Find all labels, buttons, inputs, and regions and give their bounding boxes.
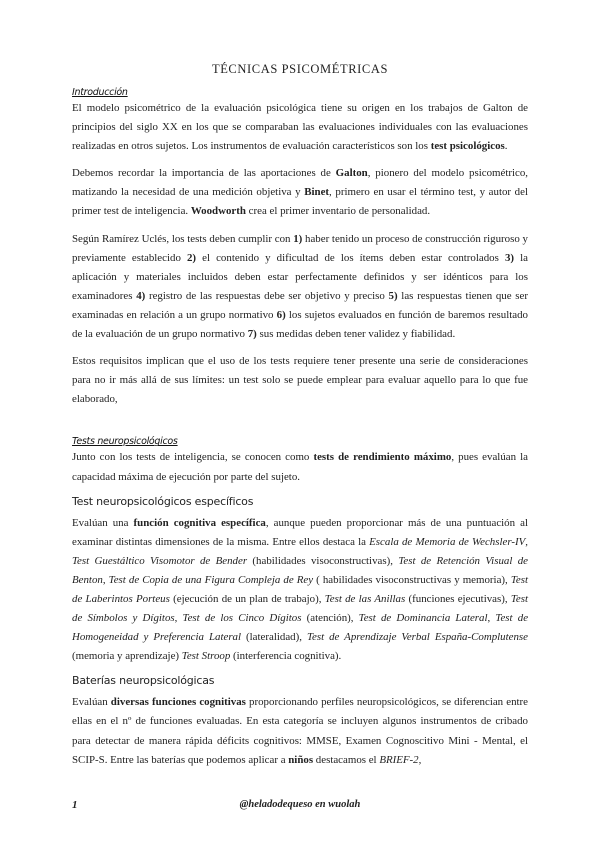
intro-paragraph-2: Debemos recordar la importancia de las aportaciones de Galton, pionero del modelo psicométrico, matizando la necesidad de una medición objetiva y Binet, primero en usar el término test, y autor del primer test de inteligencia. Woodworth crea el primer inventario de personalidad.: [72, 167, 529, 218]
intro-paragraph-3: Según Ramírez Uclés, los tests deben cumplir con 1) haber tenido un proceso de construcción riguroso y previamente establecido 2) el contenido y dificultad de los ítems deben estar controlados 3) la aplicación y materiales incluidos deben estar perfectamente definidos y ser idénticos para los examinadores 4) registro de las respuestas debe ser objetivo y preciso 5) las respuestas tienen que ser examinadas en relación a un grupo normativo 6) los sujetos evaluados en función de baremos resultado de la evaluación de un grupo normativo 7) sus medidas deben tener validez y fiabilidad.: [72, 232, 528, 341]
intro-paragraph-1: El modelo psicométrico de la evaluación psicológica tiene su origen en los trabajos de Galton de principios del siglo XX en los que se comparaban las evaluaciones individuales con las evaluaciones realizadas en otros sujetos. Los instrumentos de evaluación característicos son los test psicológicos.: [72, 102, 528, 153]
page-title: TÉCNICAS PSICOMÉTRICAS: [211, 62, 389, 76]
especificos-paragraph-1: Evalúan una función cognitiva específica, aunque pueden proporcionar más de una puntuación al examinar distintas dimensiones de la misma. Entre ellos destaca la Escala de Memoria de Wechsler-IV, Test Guestáltico Visomotor de Bender (habilidades visoconstructivas), Test de Retención Visual de Benton, Test de Copia de una Figura Compleja de Rey ( habilidades visoconstructivas y memoria), Test de Laberintos Porteus (ejecución de un plan de trabajo), Test de las Anillas (funciones ejecutivas), Test de Símbolos y Dígitos, Test de los Cinco Dígitos (atención), Test de Dominancia Lateral, Test de Homogeneidad y Preferencia Lateral (lateralidad), Test de Aprendizaje Verbal España-Complutense (memoria y aprendizaje) Test Stroop (interferencia cognitiva).: [72, 516, 529, 663]
baterias-paragraph-1: Evalúan diversas funciones cognitivas proporcionando perfiles neuropsicológicos, se diferencian entre ellas en el nº de funciones evaluadas. En esta categoría se incluyen algunos instrumentos de cribado para detectar de manera rápida déficits cognitivos: MMSE, Examen Cognoscitivo Mini - Mental, el SCIP-S. Entre las baterías que podemos aplicar a niños destacamos el BRIEF-2,: [72, 696, 529, 766]
neuro-paragraph-1: Junto con los tests de inteligencia, se conocen como tests de rendimiento máximo, pues evalúan la capacidad máxima de ejecución por parte del sujeto.: [72, 451, 528, 483]
page-footer: [72, 799, 528, 815]
especificos-heading: Test neuropsicológicos específicos: [72, 494, 254, 508]
neuro-heading: Tests neuropsicológicos: [72, 436, 178, 448]
intro-paragraph-4: Estos requisitos implican que el uso de los tests requiere tener presente una serie de consideraciones para no ir más allá de sus límites: un test solo se puede emplear para evaluar aquello para lo que fue elaborado,: [72, 355, 528, 406]
page-content: [72, 62, 528, 770]
intro-heading: Introducción: [72, 87, 128, 98]
watermark-text: @heladodequeso en wuolah: [239, 799, 361, 810]
page-number: 1: [72, 799, 78, 811]
baterias-heading: Baterías neuropsicológicas: [72, 674, 215, 688]
